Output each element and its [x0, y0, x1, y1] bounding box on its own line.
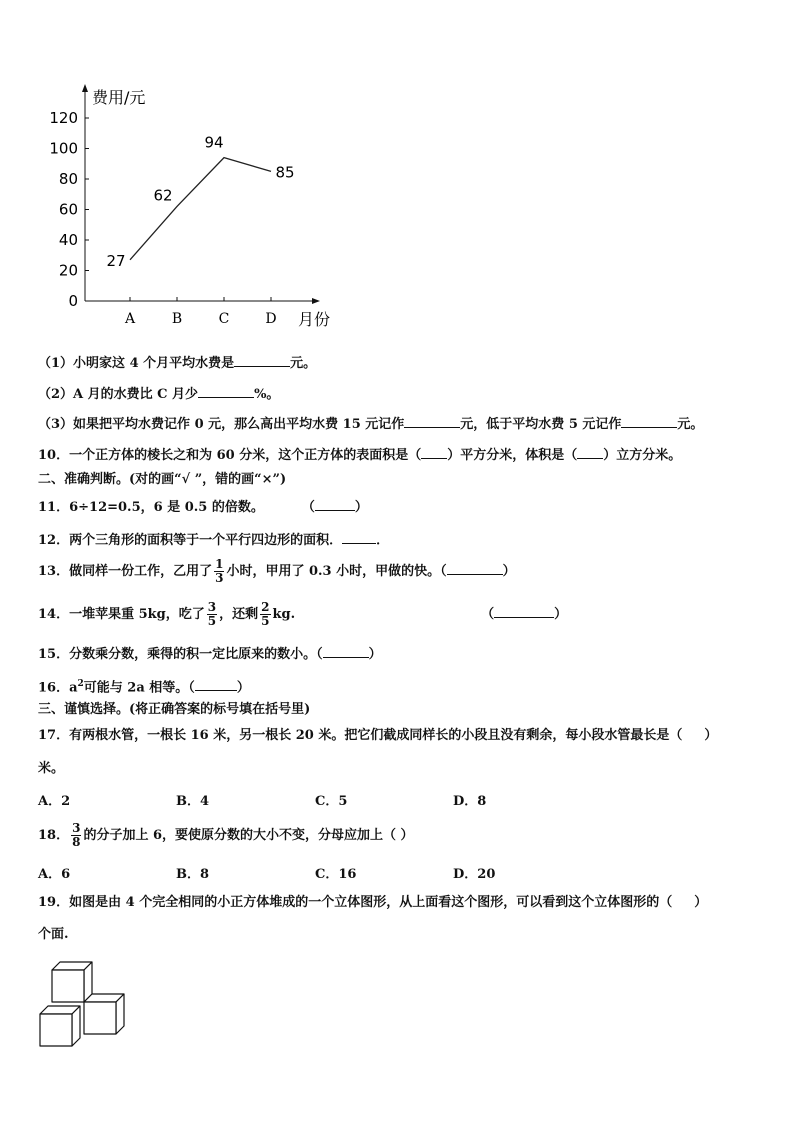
sub3-text-1: （3）如果把平均水费记作 0 元，那么高出平均水费 15 元记作 [38, 417, 405, 432]
q17-option-d[interactable]: D．8 [453, 794, 487, 809]
answer-blank[interactable] [621, 414, 677, 428]
y-tick-label: 80 [58, 170, 78, 188]
cube-right [84, 994, 124, 1034]
denominator: 8 [72, 835, 81, 849]
y-tick-label: 100 [49, 139, 78, 158]
y-tick-label: 120 [49, 109, 78, 127]
numerator: 1 [215, 557, 224, 571]
numerator: 3 [207, 600, 217, 614]
data-label: 62 [153, 186, 173, 205]
q10-text-1: 10．一个正方体的棱长之和为 60 分米，这个正方体的表面积是（ [38, 448, 422, 463]
q17-option-a[interactable]: A．2 [38, 794, 71, 809]
data-label: 27 [106, 251, 126, 270]
sub1-text: （1）小明家这 4 个月平均水费是 [38, 356, 235, 371]
sub-question-1 [38, 353, 316, 373]
fraction-one-third [214, 558, 224, 585]
q16-text-2: 可能与 2a 相等。（ [83, 680, 195, 696]
question-17-line-2: 米。 [38, 761, 65, 776]
numerator: 2 [261, 600, 270, 614]
answer-blank[interactable] [198, 384, 254, 398]
question-19-line-1 [38, 894, 707, 912]
data-labels [106, 134, 294, 270]
x-tick-label: C [218, 311, 230, 327]
cube-front-left [40, 1006, 80, 1046]
q10-text-3: ）立方分米。 [603, 448, 682, 463]
question-10 [38, 445, 681, 465]
x-axis-arrow [312, 298, 320, 304]
answer-blank[interactable] [447, 561, 503, 575]
paren-open: （ [481, 607, 495, 622]
sub3-text-2: 元，低于平均水费 5 元记作 [460, 417, 622, 432]
q14-text-2: ，还剩 [219, 607, 259, 622]
question-16 [38, 675, 250, 697]
q17-option-b[interactable]: B．4 [176, 794, 210, 809]
q18-option-d[interactable]: D．20 [453, 867, 496, 882]
paren-close: ） [704, 728, 718, 743]
y-axis-label: 费用/元 [92, 88, 146, 107]
answer-blank[interactable] [195, 677, 237, 691]
denominator: 5 [207, 614, 217, 628]
exponent: 2 [77, 679, 84, 689]
q14-text-1: 14．一堆苹果重 5kg，吃了 [38, 607, 205, 622]
q14-text-3: kg. [272, 607, 296, 622]
question-14 [38, 601, 567, 628]
q16-text-1: 16．a [38, 680, 78, 696]
stacked-cubes-figure [38, 958, 134, 1048]
q18-option-b[interactable]: B．8 [176, 867, 210, 882]
q17-option-c[interactable]: C．5 [315, 794, 348, 809]
fraction-three-eighths [71, 822, 81, 849]
data-label: 94 [204, 133, 224, 152]
sub-question-2 [38, 384, 279, 404]
section-3-heading: 三、谨慎选择。(将正确答案的标号填在括号里) [38, 702, 311, 717]
sub2-unit: %。 [254, 387, 280, 402]
q10-text-2: ）平方分米，体积是（ [447, 448, 578, 463]
y-axis-arrow [82, 84, 88, 92]
question-17-line-1 [38, 727, 717, 745]
y-tick-label: 20 [58, 261, 78, 280]
q18-option-c[interactable]: C．16 [315, 867, 357, 882]
chart-axes [82, 84, 320, 304]
q18-text: 的分子加上 6，要使原分数的大小不变，分母应加上（ ） [83, 828, 414, 843]
q19-text: 19．如图是由 4 个完全相同的小正方体堆成的一个立体图形，从上面看这个图形，可以看到这个立体图形的（ [38, 895, 673, 910]
question-12 [38, 530, 389, 550]
x-tick-label: A [124, 311, 136, 327]
question-19-line-2: 个面. [38, 927, 69, 942]
question-18 [38, 822, 414, 849]
q12-text: 12．两个三角形的面积等于一个平行四边形的面积． [38, 533, 343, 548]
q15-text: 15．分数乘分数，乘得的积一定比原来的数小。（ [38, 647, 323, 662]
x-tick-label: B [171, 311, 183, 327]
x-axis-label: 月份 [298, 310, 331, 329]
answer-blank[interactable] [315, 497, 355, 511]
q18-number: 18． [38, 828, 70, 843]
q13-text-2: 小时，甲用了 0.3 小时，甲做的快。（ [226, 564, 447, 579]
q11-text: 11．6÷12=0.5，6 是 0.5 的倍数。 [38, 500, 264, 515]
paren-open: （ [301, 500, 315, 515]
q13-text-1: 13．做同样一份工作，乙用了 [38, 564, 213, 579]
y-tick-label: 40 [58, 231, 78, 249]
data-label: 85 [275, 163, 295, 182]
denominator: 5 [261, 614, 270, 628]
denominator: 3 [215, 571, 224, 585]
x-tick-label: D [265, 311, 277, 327]
y-tick-label: 60 [58, 200, 78, 219]
answer-blank[interactable] [577, 445, 603, 459]
line-series [130, 158, 271, 260]
y-tick-label: 0 [68, 292, 78, 310]
cube-top [52, 962, 92, 1002]
q18-option-a[interactable]: A．6 [38, 867, 71, 882]
paren-close: ） [236, 680, 250, 696]
question-11 [38, 497, 368, 517]
section-2-heading: 二、准确判断。(对的画“√ ”，错的画“×”) [38, 472, 287, 487]
paren-close: ） [368, 647, 382, 662]
paren-close: ） [694, 895, 708, 910]
q13-text-3: ） [502, 564, 516, 579]
paren-close: ） [354, 500, 368, 515]
sub-question-3 [38, 414, 703, 434]
series-line [130, 158, 271, 260]
answer-blank[interactable] [421, 445, 447, 459]
question-13 [38, 558, 516, 585]
answer-blank[interactable] [494, 604, 554, 618]
q17-text: 17．有两根水管，一根长 16 米，另一根长 20 米。把它们截成同样长的小段且没有剩余，每小段水管最长是（ [38, 728, 683, 743]
answer-blank[interactable] [404, 414, 460, 428]
paren-close: ） [554, 607, 568, 622]
numerator: 3 [72, 821, 81, 835]
answer-blank[interactable] [323, 644, 369, 658]
fraction-three-fifths [207, 601, 217, 628]
sub2-text: （2）A 月的水费比 C 月少 [38, 387, 199, 402]
answer-blank[interactable] [342, 530, 376, 544]
fraction-two-fifths [260, 601, 270, 628]
question-15 [38, 644, 382, 664]
q12-end: ． [376, 533, 390, 548]
water-fee-line-chart [40, 78, 340, 333]
y-axis-ticks [49, 109, 89, 310]
sub3-text-3: 元。 [677, 417, 704, 432]
sub1-unit: 元。 [290, 356, 317, 371]
answer-blank[interactable] [234, 353, 290, 367]
